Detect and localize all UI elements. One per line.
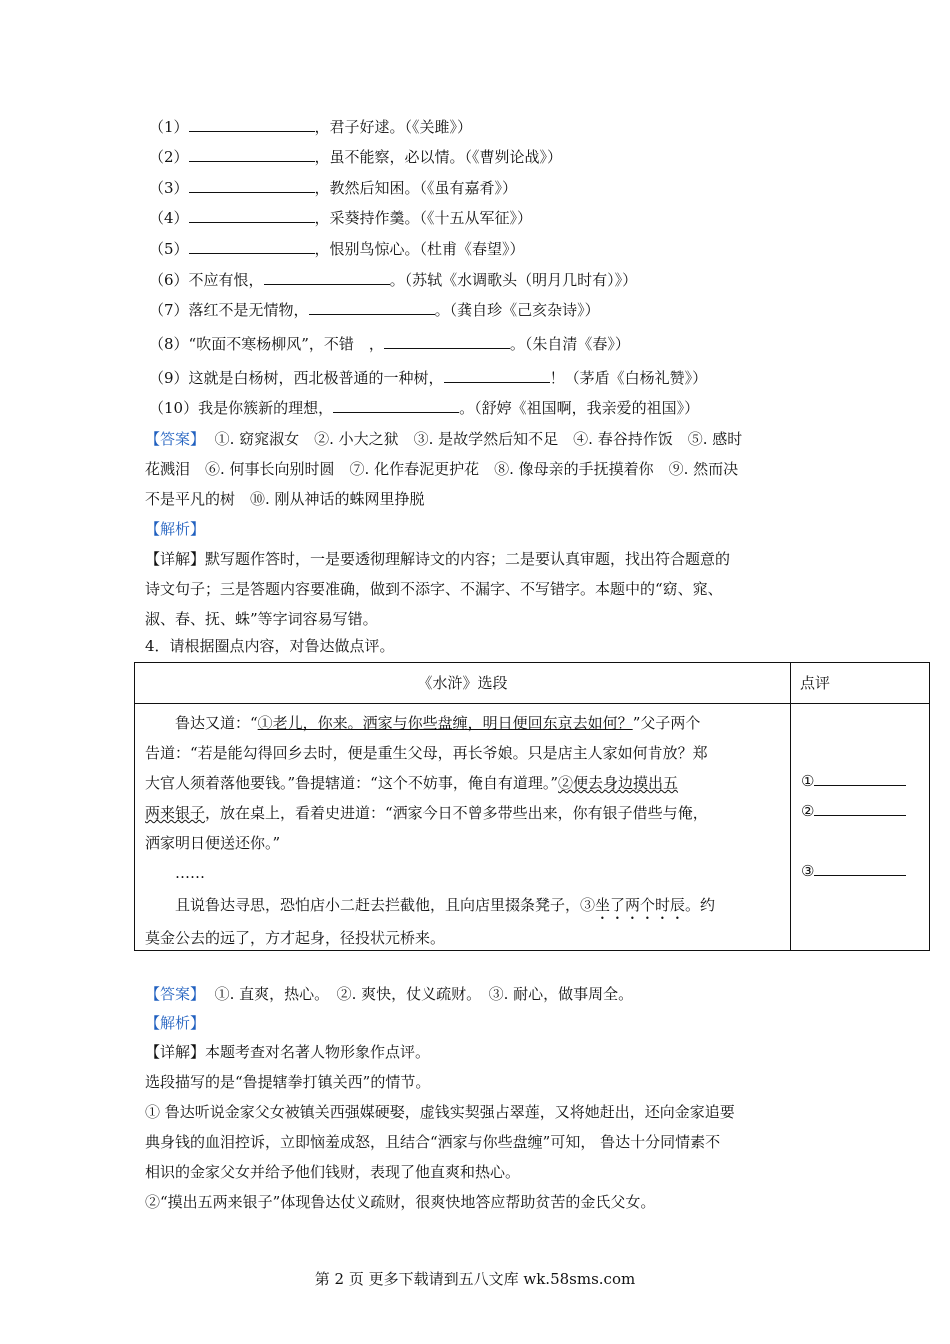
- page-footer: 第 2 页 更多下载请到五八文库 wk.58sms.com: [314, 1270, 636, 1288]
- answer-block-1: 【答案】 ①. 窈窕淑女 ②. 小大之狱 ③. 是故学然后知不足 ④. 春谷持作饭 ⑤. 感时 花溅泪 ⑥. 何事长向别时圆 ⑦. 化作春泥更护花 ⑧. 像母亲的手抚摸着你 ⑨. 然而决 不是平凡的树 ⑩. 刚从神话的蛛网里挣脱: [145, 430, 743, 508]
- answer-blank: [189, 178, 315, 193]
- answer-blank: [189, 208, 315, 223]
- comment-slot-1: ①: [801, 771, 906, 790]
- answer-blank: [444, 368, 550, 383]
- comment-header: 点评: [800, 674, 831, 692]
- wavy-phrase-2-cont: 两来银子: [145, 804, 206, 822]
- analysis-heading-1: 【解析】: [145, 520, 206, 538]
- question-6: （6）不应有恨， 。（苏轼《水调歌头（明月几时有）》）: [149, 271, 638, 289]
- question-3: （3） ，教然后知困。（《虽有嘉肴》）: [149, 179, 518, 197]
- answer-blank: [333, 398, 459, 413]
- question-9: （9）这就是白杨树，西北极普通的一种树， ！（茅盾《白杨礼赞》）: [149, 369, 708, 387]
- passage-text: 鲁达又道：“①老儿，你来。洒家与你些盘缠，明日便回东京去如何？”父子两个 告道：“若是能勾得回乡去时，便是重生父母，再长爷娘。只是店主人家如何肯放？郑 大官人须着落他要钱。”鲁提辖道：“这个不妨事，俺自有道理。”②便去身边摸出五 两来银子，放在桌上，看着史进道：“洒家今日不曾多带些出来，你有银子借些与俺， 洒家明日便送还你。” …… 且说鲁达寻思，恐怕店小二赶去拦截他，且向店里掇条凳子，③坐了两个时辰。约 莫金公去的远了，方才起身，径投状元桥来。: [145, 714, 716, 947]
- question-10: （10）我是你簇新的理想， 。（舒婷《祖国啊，我亲爱的祖国》）: [149, 399, 700, 417]
- comment-blank: [814, 771, 906, 786]
- answer-blank: [309, 300, 435, 315]
- question-7: （7）落红不是无情物， 。（龚自珍《己亥杂诗》）: [149, 301, 600, 319]
- analysis-heading-2: 【解析】: [145, 1014, 206, 1032]
- question-4: （4） ，采葵持作羹。（《十五从军征》）: [149, 209, 533, 227]
- answer-blank: [384, 334, 510, 349]
- dotted-phrase-3: 坐了两个时辰: [595, 896, 686, 914]
- underlined-phrase-1: ①老儿，你来。洒家与你些盘缠，明日便回东京去如何？: [257, 714, 633, 732]
- question-2: （2） ，虽不能察，必以情。（《曹刿论战》）: [149, 148, 563, 166]
- answer-blank: [189, 117, 315, 132]
- detail-block-1: 【详解】默写题作答时，一是要透彻理解诗文的内容；二是要认真审题，找出符合题意的 诗文句子；三是答题内容要准确，做到不添字、不漏字、不写错字。本题中的“窈、窕、 淑、春、抚、蛛”等字词容易写错。: [145, 550, 731, 628]
- comment-slot-3: ③: [801, 861, 906, 880]
- passage-header: 《水浒》选段: [417, 674, 508, 692]
- answer-blank: [264, 270, 390, 285]
- question-4-prompt: 4．请根据圈点内容，对鲁达做点评。: [145, 637, 395, 655]
- question-8: （8）“吹面不寒杨柳风”，不错 ， 。（朱自清《春》）: [149, 335, 630, 353]
- comment-slot-2: ②: [801, 801, 906, 820]
- wavy-phrase-2: ②便去身边摸出五: [558, 774, 679, 792]
- passage-table: [134, 662, 930, 951]
- detail-block-2: 【详解】本题考查对名著人物形象作点评。 选段描写的是“鲁提辖拳打镇关西”的情节。 ① 鲁达听说金家父女被镇关西强媒硬娶，虚钱实契强占翠莲，又将她赶出，还向金家追要 典身钱的血泪控诉，立即恼羞成怒，且结合“洒家与你些盘缠”可知， 鲁达十分同情素不 相识的金家父女并给予他们钱财，表现了他直爽和热心。 ②“摸出五两来银子”体现鲁达仗义疏财，很爽快地答应帮助贫苦的金氏父女。: [145, 1043, 735, 1211]
- answer-block-2: 【答案】 ①. 直爽，热心。 ②. 爽快，仗义疏财。 ③. 耐心，做事周全。: [145, 985, 634, 1003]
- comment-blank: [814, 861, 906, 876]
- answer-blank: [189, 239, 315, 254]
- question-1: （1） ，君子好逑。（《关雎》）: [149, 118, 473, 136]
- answer-tag: 【答案】: [145, 430, 206, 448]
- comment-blank: [814, 801, 906, 816]
- question-5: （5） ，恨别鸟惊心。（杜甫《春望》）: [149, 240, 525, 258]
- answer-tag: 【答案】: [145, 985, 206, 1003]
- answer-blank: [189, 147, 315, 162]
